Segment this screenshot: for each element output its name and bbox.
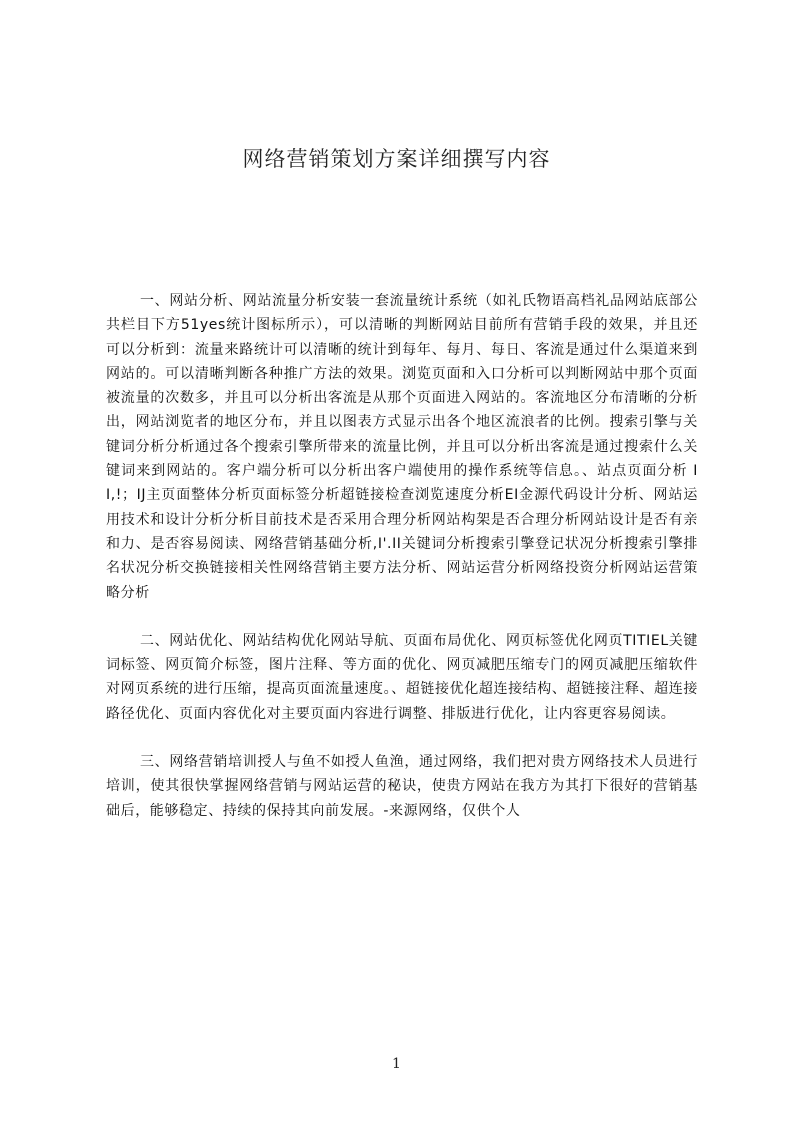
paragraph-website-optimization: 二、网站优化、网站结构优化网站导航、页面布局优化、网页标签优化网页TITIEL关键词标签、网页简介标签，图片注释、等方面的优化、网页减肥压缩专门的网页减肥压缩软件对网页系统的进行压缩，提高页面流量速度。、超链接优化超连接结构、超链接注释、超连接路径优化、页面内容优化对主要页面内容进行调整、排版进行优化，让内容更容易阅读。: [106, 632, 698, 722]
paragraph-website-analysis: 一、网站分析、网站流量分析安装一套流量统计系统（如礼氏物语高档礼品网站底部公共栏目下方51yes统计图标所示），可以清晰的判断网站目前所有营销手段的效果，并且还可以分析到：流量来路统计可以清晰的统计到每年、每月、每日、客流是通过什么渠道来到网站的。可以清晰判断各种推广方法的效果。浏览页面和入口分析可以判断网站中那个页面被流量的次数多，并且可以分析出客流是从那个页面进入网站的。客流地区分布清晰的分析出，网站浏览者的地区分布，并且以图表方式显示出各个地区流浪者的比例。搜索引擎与关键词分析分析通过各个搜索引擎所带来的流量比例，并且可以分析出客流是通过搜索什么关键词来到网站的。客户端分析可以分析出客户端使用的操作系统等信息。、站点页面分析 II,!；IJ主页面整体分析页面标签分析超链接检查浏览速度分析EI金源代码设计分析、网站运用技术和设计分析分析目前技术是否采用合理分析网站构架是否合理分析网站设计是否有亲和力、是否容易阅读、网络营销基础分析,I'.II关键词分析搜索引擎登记状况分析搜索引擎排名状况分析交换链接相关性网络营销主要方法分析、网站运营分析网络投资分析网站运营策略分析: [106, 293, 698, 601]
paragraph-marketing-training: 三、网络营销培训授人与鱼不如授人鱼渔，通过网络，我们把对贵方网络技术人员进行培训，使其很快掌握网络营销与网站运营的秘诀，使贵方网站在我方为其打下很好的营销基础后，能够稳定、持续的保持其向前发展。-来源网络，仅供个人: [106, 754, 698, 819]
document-body: [106, 289, 698, 823]
document-title: 网络营销策划方案详细撰写内容: [242, 147, 551, 171]
page-number: 1: [392, 1056, 401, 1072]
